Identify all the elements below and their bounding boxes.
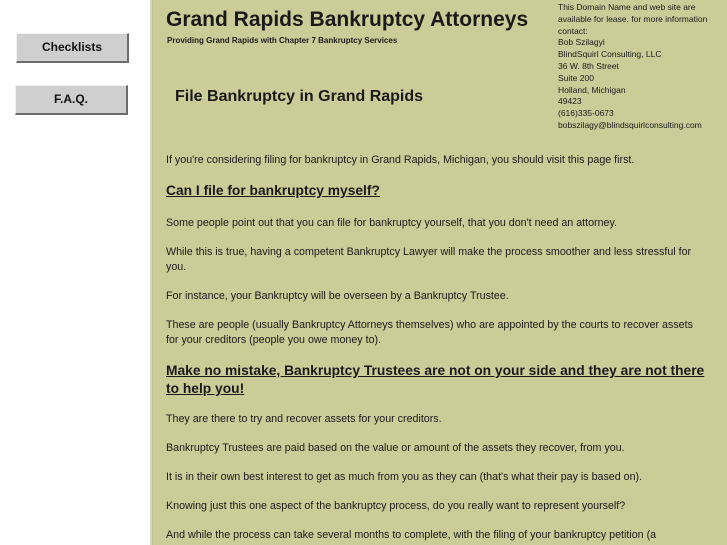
main-content-area bbox=[153, 0, 727, 545]
paragraph: Some people point out that you can file for bankruptcy yourself, that you don't need an attorney. bbox=[166, 217, 618, 229]
site-tagline: Providing Grand Rapids with Chapter 7 Bankruptcy Services bbox=[167, 36, 398, 45]
site-title: Grand Rapids Bankruptcy Attorneys bbox=[166, 8, 529, 31]
faq-button[interactable]: F.A.Q. bbox=[15, 85, 128, 115]
lease-contact-zip: 49423 bbox=[558, 96, 582, 107]
sidebar bbox=[0, 0, 150, 545]
intro-paragraph: If you're considering filing for bankruptcy in Grand Rapids, Michigan, you should visit this page first. bbox=[166, 154, 635, 166]
paragraph: For instance, your Bankruptcy will be overseen by a Bankruptcy Trustee. bbox=[166, 290, 509, 302]
lease-notice bbox=[558, 2, 726, 132]
checklists-button[interactable]: Checklists bbox=[16, 33, 129, 63]
lease-intro: This Domain Name and web site are available for lease. for more information contact: bbox=[558, 2, 708, 36]
paragraph: Knowing just this one aspect of the bankruptcy process, do you really want to represent yourself? bbox=[166, 500, 626, 512]
section-heading-file-yourself: Can I file for bankruptcy myself? bbox=[166, 183, 380, 198]
paragraph: While this is true, having a competent Bankruptcy Lawyer will make the process smoother and less stressful for you. bbox=[166, 246, 692, 273]
paragraph: It is in their own best interest to get as much from you as they can (that's what their pay is based on). bbox=[166, 471, 643, 483]
paragraph: They are there to try and recover assets for your creditors. bbox=[166, 413, 442, 425]
section-heading-trustees: Make no mistake, Bankruptcy Trustees are not on your side and they are not there to help you! bbox=[166, 363, 705, 396]
lease-contact-city: Holland, Michigan bbox=[558, 84, 626, 95]
lease-contact-email: bobszilagy@blindsquirlconsulting.com bbox=[558, 119, 702, 130]
paragraph: And while the process can take several months to complete, with the filing of your bankruptcy petition (a bbox=[166, 529, 657, 541]
lease-contact-name: Bob Szilagyi bbox=[558, 37, 605, 48]
paragraph: These are people (usually Bankruptcy Attorneys themselves) who are appointed by the courts to recover assets for your creditors (people you owe money to). bbox=[166, 319, 693, 346]
lease-contact-street: 36 W. 8th Street bbox=[558, 60, 619, 71]
lease-contact-company: BlindSquirl Consulting, LLC bbox=[558, 49, 662, 60]
lease-contact-suite: Suite 200 bbox=[558, 72, 594, 83]
page-heading: File Bankruptcy in Grand Rapids bbox=[175, 88, 424, 105]
paragraph: Bankruptcy Trustees are paid based on the value or amount of the assets they recover, from you. bbox=[166, 442, 625, 454]
article-body bbox=[166, 153, 706, 545]
lease-contact-phone: (616)335-0673 bbox=[558, 108, 614, 119]
